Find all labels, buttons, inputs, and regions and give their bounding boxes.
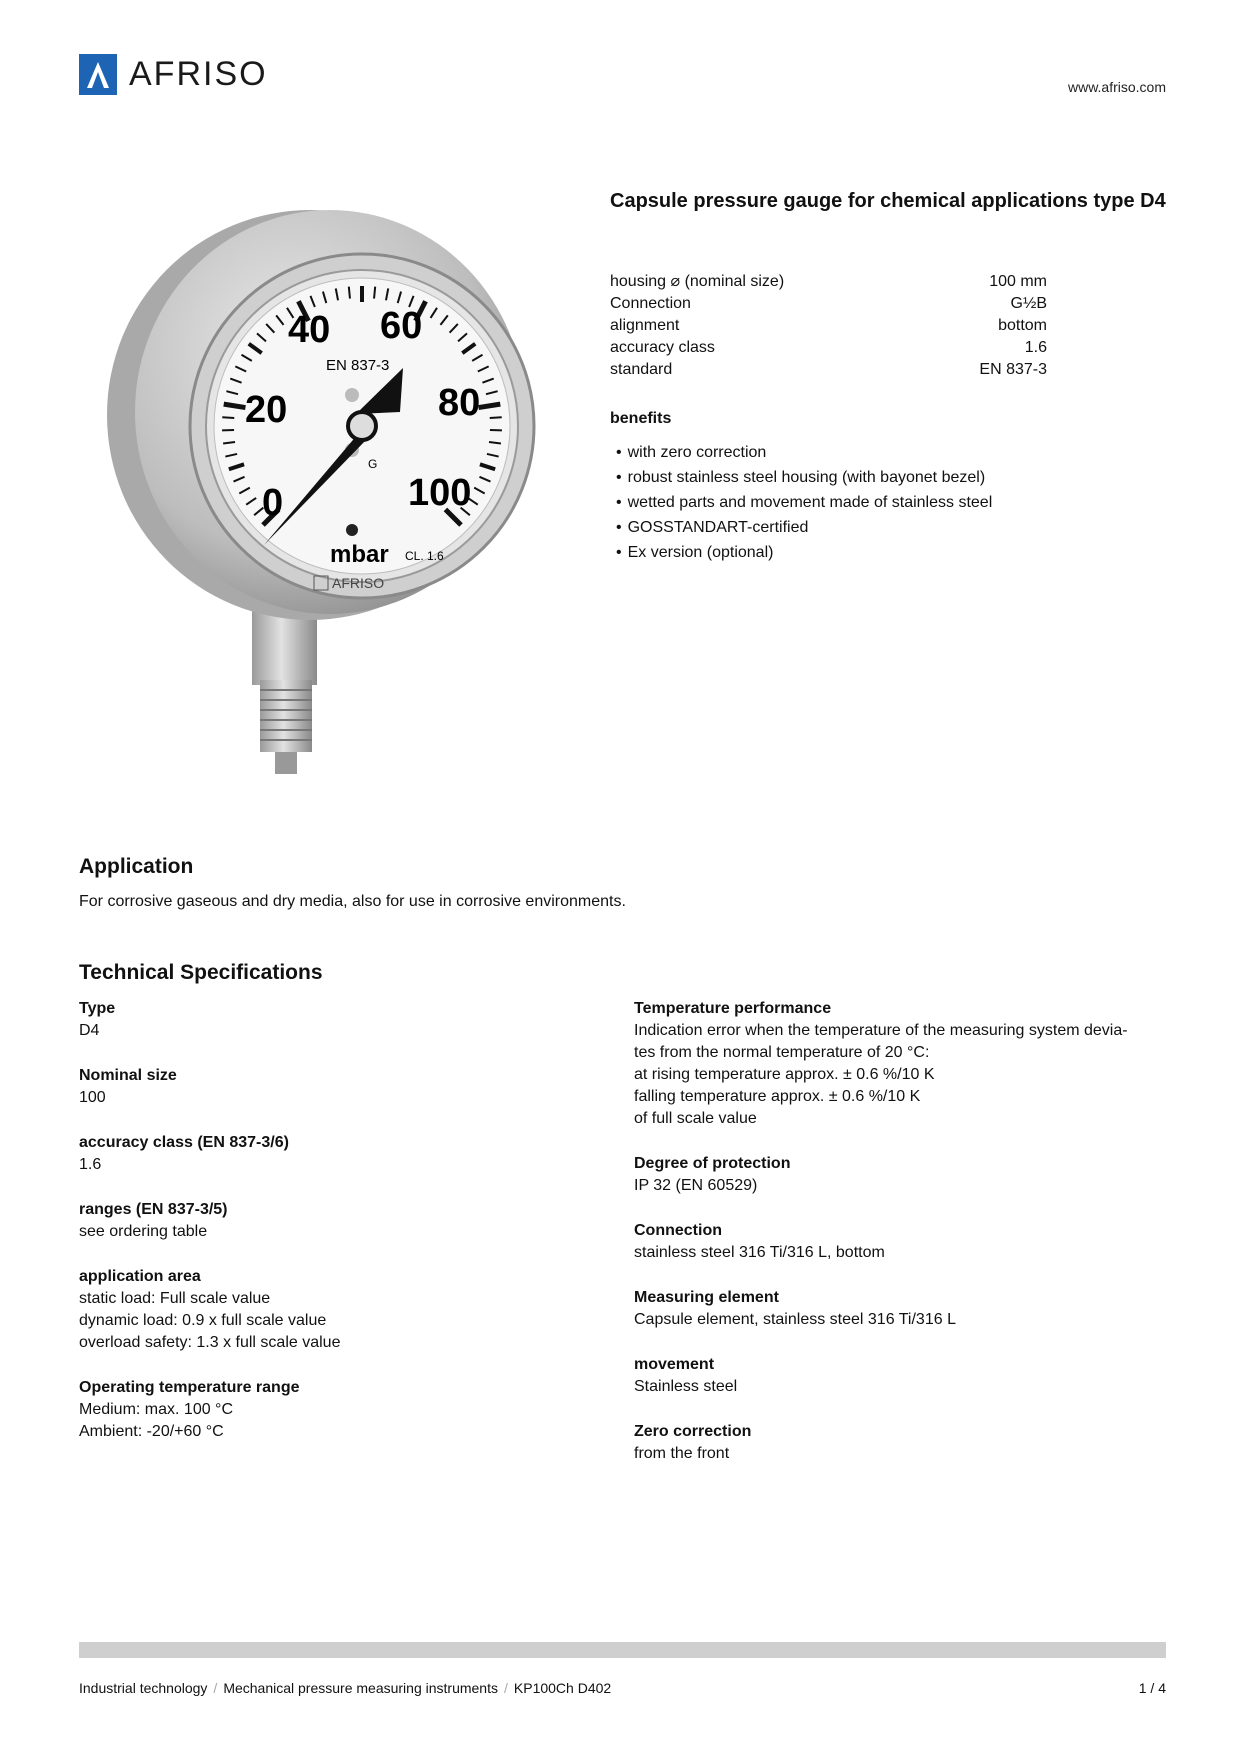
spec-block-line: Stainless steel	[634, 1378, 738, 1395]
dial-standard: EN 837-3	[326, 357, 390, 374]
spec-column-left	[79, 998, 579, 1466]
spec-block-line: Indication error when the temperature of the measuring system devia-	[634, 1022, 1128, 1039]
breadcrumb	[79, 1680, 611, 1696]
dial-unit: mbar	[330, 541, 389, 568]
spec-label: housing ⌀ (nominal size)	[610, 273, 785, 290]
benefit-item: • Ex version (optional)	[616, 540, 992, 565]
spec-block-label: Temperature performance	[634, 1000, 832, 1017]
spec-value: G½B	[1010, 295, 1047, 312]
breadcrumb-item[interactable]: KP100Ch D402	[513, 1680, 612, 1696]
spec-block-line: 1.6	[79, 1156, 102, 1173]
benefits-list	[616, 440, 992, 565]
dial-symbol: G	[368, 457, 378, 471]
dial-tick	[224, 404, 246, 407]
spec-block-line: overload safety: 1.3 x full scale value	[79, 1334, 341, 1351]
spec-block	[634, 1354, 1174, 1398]
website-link[interactable]: www.afriso.com	[1067, 79, 1166, 95]
spec-block-line: static load: Full scale value	[79, 1290, 271, 1307]
spec-value: 1.6	[1024, 339, 1047, 356]
scale-label-0: 0	[262, 482, 284, 524]
spec-block-label: Nominal size	[79, 1067, 177, 1084]
footer-bar	[79, 1642, 1166, 1658]
benefit-item: • GOSSTANDART-certified	[616, 515, 992, 540]
spec-block-line: falling temperature approx. ± 0.6 %/10 K	[634, 1088, 921, 1105]
spec-summary-row	[610, 293, 1047, 315]
spec-block-line: see ordering table	[79, 1223, 208, 1240]
spec-block	[79, 998, 579, 1042]
spec-block	[634, 1153, 1174, 1197]
spec-block-line: from the front	[634, 1445, 730, 1462]
spec-summary-table	[610, 271, 1047, 381]
scale-label-80: 80	[438, 382, 481, 424]
spec-block	[79, 1199, 579, 1243]
application-text: For corrosive gaseous and dry media, also for use in corrosive environments.	[79, 893, 626, 910]
spec-block-label: movement	[634, 1356, 715, 1373]
brand-name: AFRISO	[129, 55, 268, 93]
benefit-item: • with zero correction	[616, 440, 992, 465]
spec-block-label: Connection	[634, 1222, 722, 1239]
spec-block	[634, 1220, 1174, 1264]
application-heading: Application	[79, 855, 194, 878]
spec-block-line: Ambient: -20/+60 °C	[79, 1423, 224, 1440]
spec-block-label: Measuring element	[634, 1289, 779, 1306]
spec-value: EN 837-3	[979, 361, 1047, 378]
spec-label: accuracy class	[610, 339, 715, 356]
spec-summary-row	[610, 359, 1047, 381]
product-image	[100, 200, 570, 800]
spec-label: standard	[610, 361, 673, 378]
spec-block-line: 100	[79, 1089, 106, 1106]
benefit-item: • wetted parts and movement made of stainless steel	[616, 490, 992, 515]
spec-block	[634, 1287, 1174, 1331]
spec-column-right	[634, 998, 1174, 1488]
spec-block	[79, 1065, 579, 1109]
spec-block-label: ranges (EN 837-3/5)	[79, 1201, 228, 1218]
page-number: 1 / 4	[1138, 1680, 1166, 1696]
spec-block-line: tes from the normal temperature of 20 °C:	[634, 1044, 930, 1061]
footer	[79, 1680, 1166, 1696]
spec-block-line: Capsule element, stainless steel 316 Ti/316 L	[634, 1311, 956, 1328]
dial-tick	[349, 287, 350, 299]
breadcrumb-separator: /	[213, 1680, 218, 1696]
dial-tick	[222, 417, 234, 418]
spec-block	[79, 1132, 579, 1176]
spec-block-line: at rising temperature approx. ± 0.6 %/10 K	[634, 1066, 935, 1083]
techspec-heading: Technical Specifications	[79, 961, 323, 984]
spec-label: alignment	[610, 317, 680, 334]
breadcrumb-separator: /	[504, 1680, 508, 1696]
spec-block-line: Medium: max. 100 °C	[79, 1401, 234, 1418]
spec-block	[634, 1421, 1174, 1465]
spec-summary-row	[610, 271, 1047, 293]
spec-block-label: accuracy class (EN 837-3/6)	[79, 1134, 289, 1151]
brand-logo	[79, 54, 268, 95]
dial-tick	[490, 417, 502, 418]
spec-block-line: stainless steel 316 Ti/316 L, bottom	[634, 1244, 885, 1261]
spec-label: Connection	[610, 295, 691, 312]
spec-summary-row	[610, 337, 1047, 359]
dial-tick	[374, 287, 375, 299]
spec-block	[79, 1377, 579, 1443]
spec-block-line: dynamic load: 0.9 x full scale value	[79, 1312, 327, 1329]
dial-brand: AFRISO	[332, 575, 385, 591]
dial-class: CL. 1.6	[405, 549, 444, 563]
afriso-triangle-icon	[79, 54, 117, 95]
pointer-hub	[348, 412, 376, 440]
spec-block-label: Operating temperature range	[79, 1379, 300, 1396]
scale-label-40: 40	[288, 309, 331, 351]
spec-block-label: Type	[79, 1000, 116, 1017]
spec-block-line: D4	[79, 1022, 100, 1039]
spec-value: 100 mm	[989, 273, 1047, 290]
scale-label-20: 20	[245, 389, 288, 431]
spec-block-line: IP 32 (EN 60529)	[634, 1177, 758, 1194]
spec-block-label: Degree of protection	[634, 1155, 791, 1172]
spec-block-line: of full scale value	[634, 1110, 757, 1127]
benefits-heading: benefits	[610, 410, 672, 427]
scale-label-100: 100	[408, 472, 472, 514]
spec-block	[79, 1266, 579, 1354]
spec-value: bottom	[998, 317, 1047, 334]
breadcrumb-item[interactable]: Mechanical pressure measuring instruments	[223, 1680, 498, 1696]
breadcrumb-item[interactable]: Industrial technology	[79, 1680, 208, 1696]
spec-block	[634, 998, 1174, 1130]
spec-block-label: Zero correction	[634, 1423, 752, 1440]
spec-summary-row	[610, 315, 1047, 337]
spec-block-label: application area	[79, 1268, 201, 1285]
dial-tick	[479, 404, 501, 407]
scale-label-60: 60	[380, 305, 423, 347]
product-title: Capsule pressure gauge for chemical applications type D4	[610, 190, 1166, 212]
benefit-item: • robust stainless steel housing (with bayonet bezel)	[616, 465, 992, 490]
